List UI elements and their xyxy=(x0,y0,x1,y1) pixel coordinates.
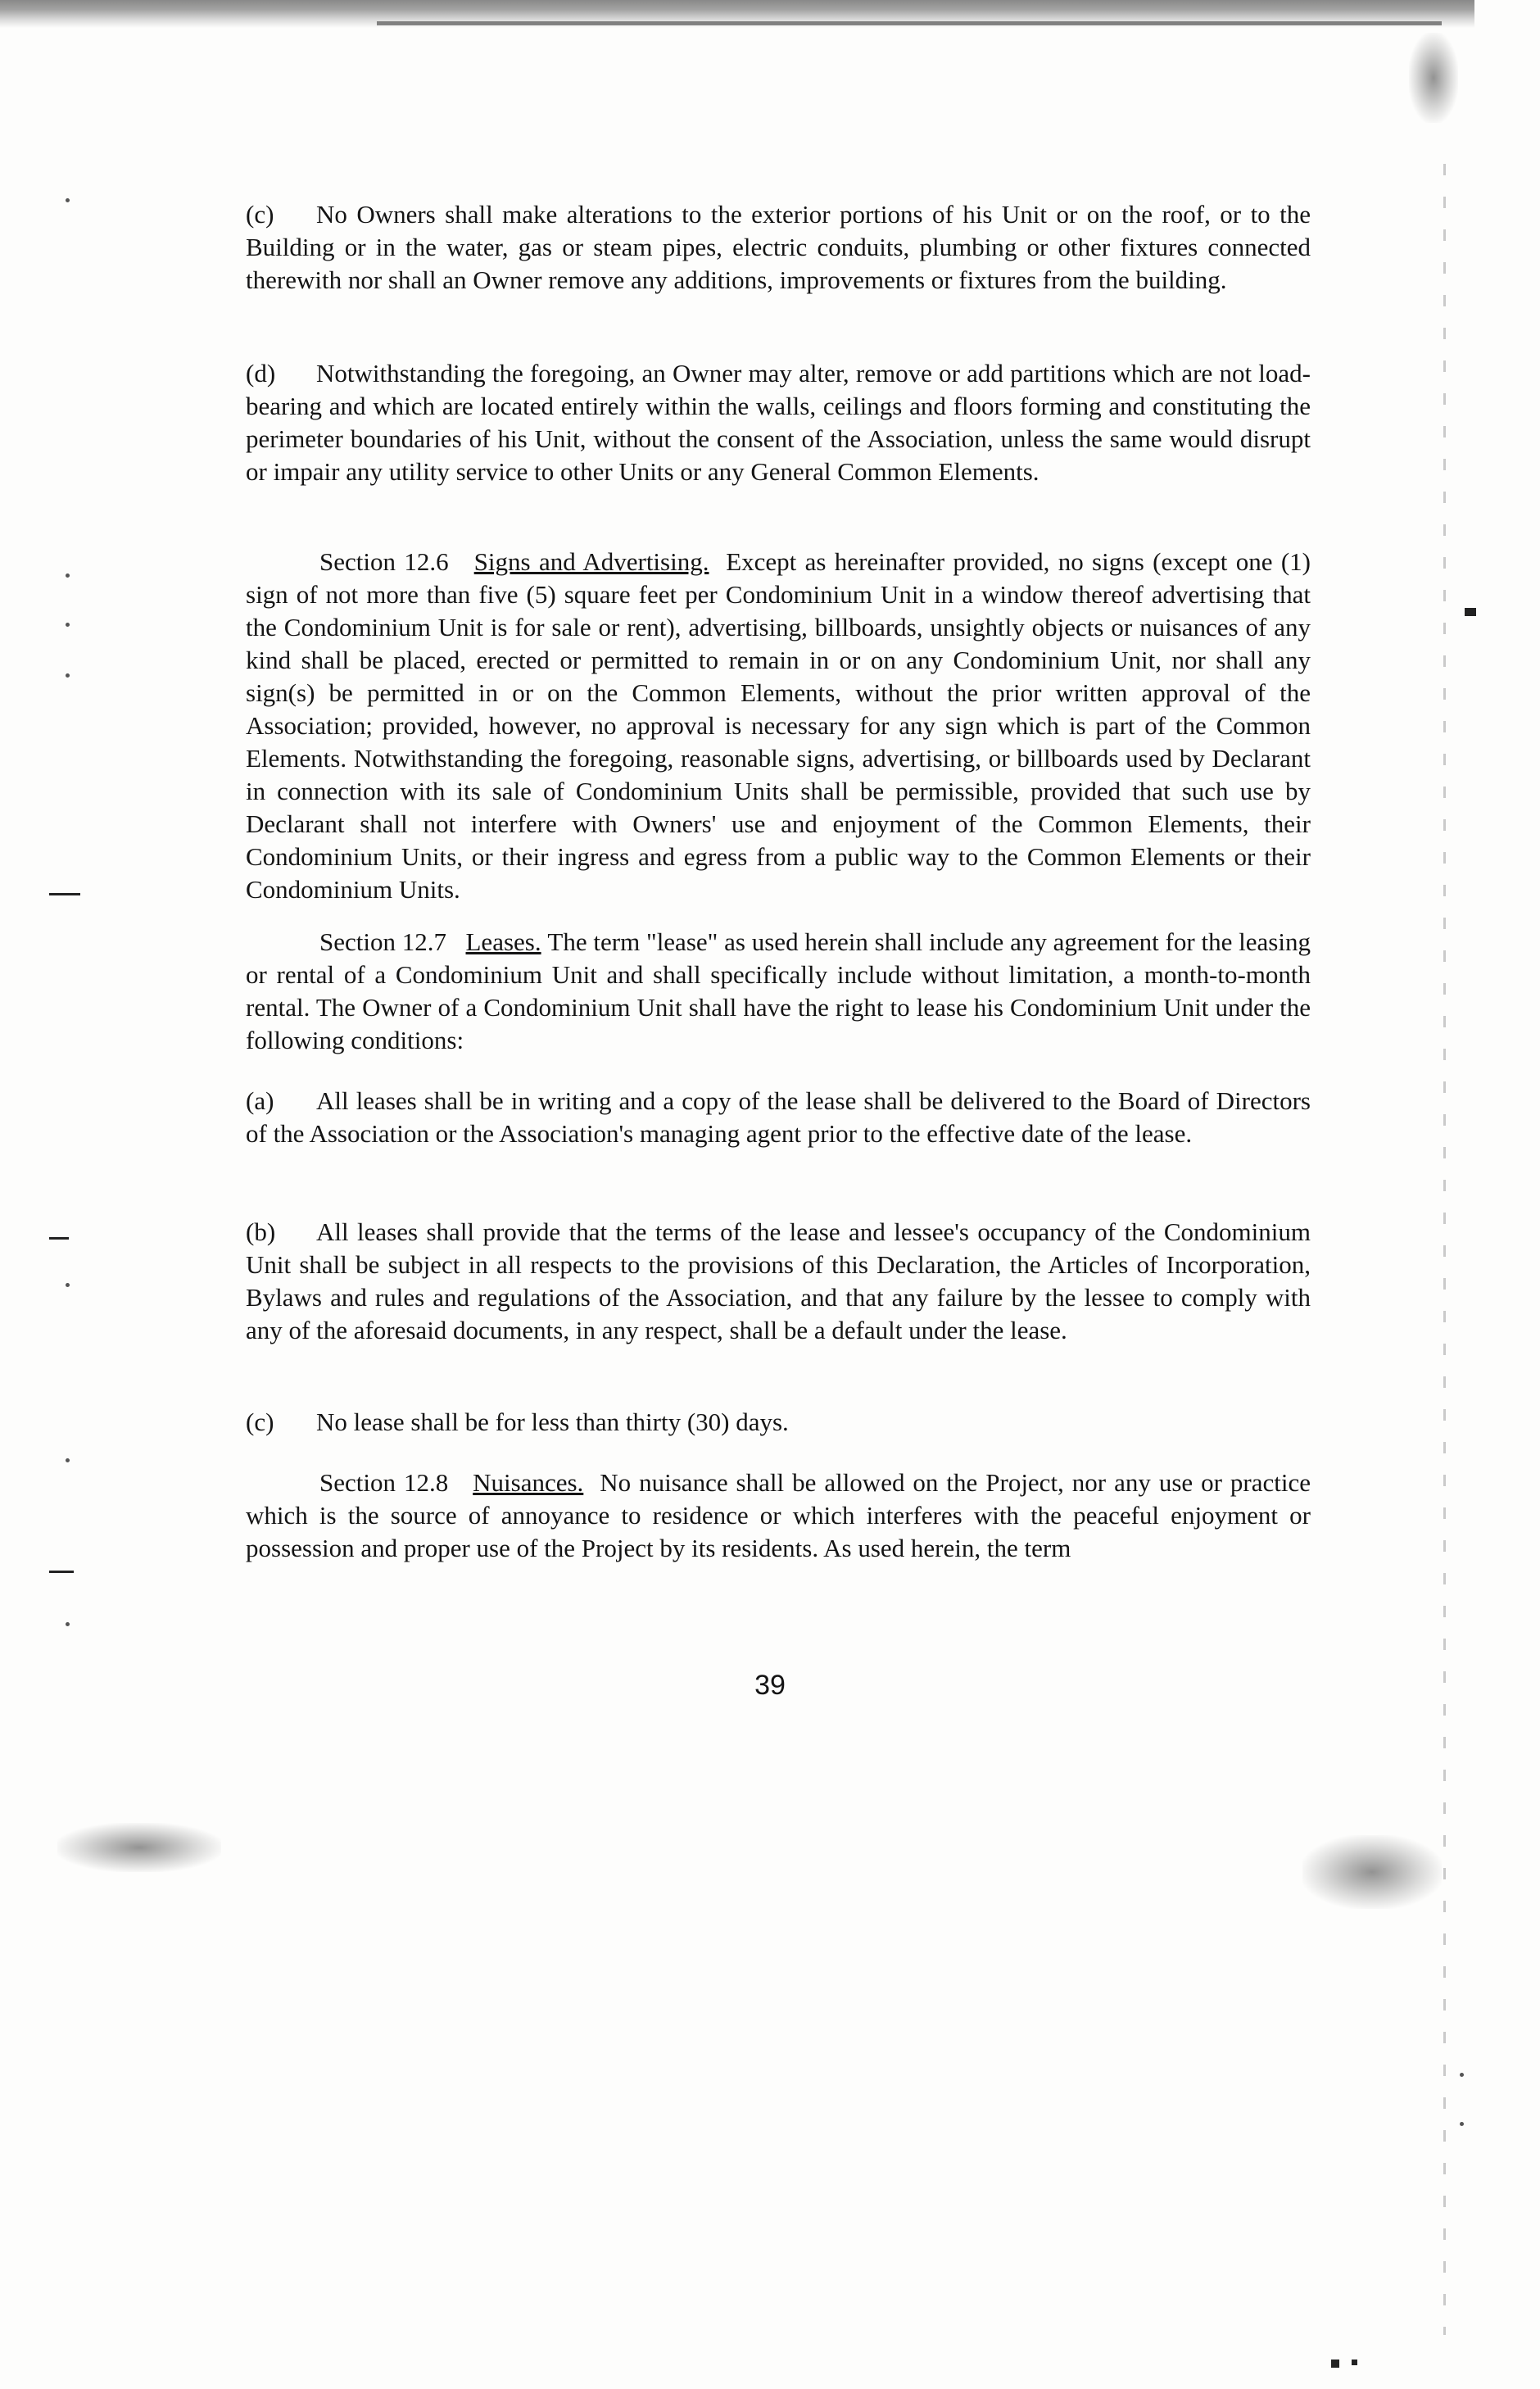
paragraph-c xyxy=(246,198,1311,297)
section-12-6-text: Except as hereinafter provided, no signs (except one (1) sign of not more than five (5) square feet per Condominium Unit in a window thereof advertising that the Condominium Unit is for sale or rent), advertising, billboards, unsightly objects or nuisances of any kind shall be placed, erected or permitted to remain in or on any Condominium Unit, nor shall any sign(s) be permitted in or on the Common Elements, without the prior written approval of the Association; provided, however, no approval is necessary for any sign which is part of the Common Elements. Notwithstanding the foregoing, reasonable signs, advertising, or billboards used by Declarant in connection with its sale of Condominium Units shall be permissible, provided that such use by Declarant shall not interfere with Owners' use and enjoyment of the Common Elements, their Condominium Units, or their ingress and egress from a public way to the Common Elements or their Condominium Units. xyxy=(246,547,1311,904)
scan-speck xyxy=(66,623,70,627)
scan-dash xyxy=(49,1237,69,1240)
section-12-8-title: Nuisances. xyxy=(473,1468,584,1497)
page-number: 39 xyxy=(754,1670,786,1701)
lease-condition-b xyxy=(246,1216,1311,1347)
scan-speck xyxy=(1460,2073,1464,2077)
scan-speck xyxy=(66,1283,70,1287)
section-12-7-title: Leases. xyxy=(465,927,541,956)
lease-condition-c xyxy=(246,1406,1311,1439)
section-12-7 xyxy=(246,926,1311,1057)
lease-a-text: All leases shall be in writing and a copy of the lease shall be delivered to the Board of Directors of the Association or the Association's managing agent prior to the effective date of the lease. xyxy=(246,1086,1311,1148)
section-12-8-number: Section 12.8 xyxy=(319,1468,449,1497)
scan-dash xyxy=(49,1571,74,1573)
scan-speck xyxy=(1352,2360,1357,2365)
section-12-6-title: Signs and Advertising. xyxy=(473,547,709,576)
paragraph-d-text: Notwithstanding the foregoing, an Owner may alter, remove or add partitions which are not load-bearing and which are located entirely within the walls, ceilings and floors forming and constituting the perimeter boundaries of his Unit, without the consent of the Association, unless the same would disrupt or impair any utility service to other Units or any General Common Elements. xyxy=(246,359,1311,486)
scan-smudge xyxy=(1302,1835,1442,1909)
scan-speck xyxy=(66,673,70,678)
section-12-8-text: No nuisance shall be allowed on the Project, nor any use or practice which is the source of annoyance to residence or which interferes with the peaceful enjoyment or possession and proper use of the Project by its residents. As used herein, the term xyxy=(246,1468,1311,1562)
section-12-6 xyxy=(246,546,1311,906)
scan-smudge xyxy=(57,1823,221,1872)
section-12-8 xyxy=(246,1466,1311,1565)
lease-condition-a xyxy=(246,1085,1311,1150)
scan-edge-line xyxy=(377,21,1442,25)
paragraph-d xyxy=(246,357,1311,488)
lease-c-label: (c) xyxy=(246,1408,274,1436)
paragraph-d-label: (d) xyxy=(246,359,276,388)
scan-smudge xyxy=(1409,33,1458,123)
lease-b-label: (b) xyxy=(246,1217,276,1246)
scan-dash xyxy=(49,893,80,895)
scan-speck xyxy=(1465,608,1476,616)
scan-speck xyxy=(66,1458,70,1462)
scan-speck xyxy=(66,1622,70,1626)
section-12-7-text: The term "lease" as used herein shall include any agreement for the leasing or rental of a Condominium Unit and shall specifically include without limitation, a month-to-month rental. The Owner of a Condominium Unit shall have the right to lease his Condominium Unit under the following conditions: xyxy=(246,927,1311,1054)
paragraph-c-text: No Owners shall make alterations to the exterior portions of his Unit or on the roof, or to the Building or in the water, gas or steam pipes, electric conduits, plumbing or other fixtures connected therewith nor shall an Owner remove any additions, improvements or fixtures from the building. xyxy=(246,200,1311,294)
paragraph-c-label: (c) xyxy=(246,200,274,229)
scan-speck xyxy=(66,573,70,578)
scan-speck xyxy=(1460,2122,1464,2126)
section-12-7-number: Section 12.7 xyxy=(319,927,447,956)
lease-b-text: All leases shall provide that the terms of the lease and lessee's occupancy of the Condominium Unit shall be subject in all respects to the provisions of this Declaration, the Articles of Incorporation, Bylaws and rules and regulations of the Association, and that any failure by the lessee to comply with any of the aforesaid documents, in any respect, shall be a default under the lease. xyxy=(246,1217,1311,1344)
section-12-6-number: Section 12.6 xyxy=(319,547,449,576)
lease-a-label: (a) xyxy=(246,1086,274,1115)
lease-c-text: No lease shall be for less than thirty (30) days. xyxy=(316,1408,789,1436)
scan-margin-speckle xyxy=(1443,164,1446,2335)
scan-speck xyxy=(66,198,70,202)
scan-speck xyxy=(1331,2360,1339,2368)
